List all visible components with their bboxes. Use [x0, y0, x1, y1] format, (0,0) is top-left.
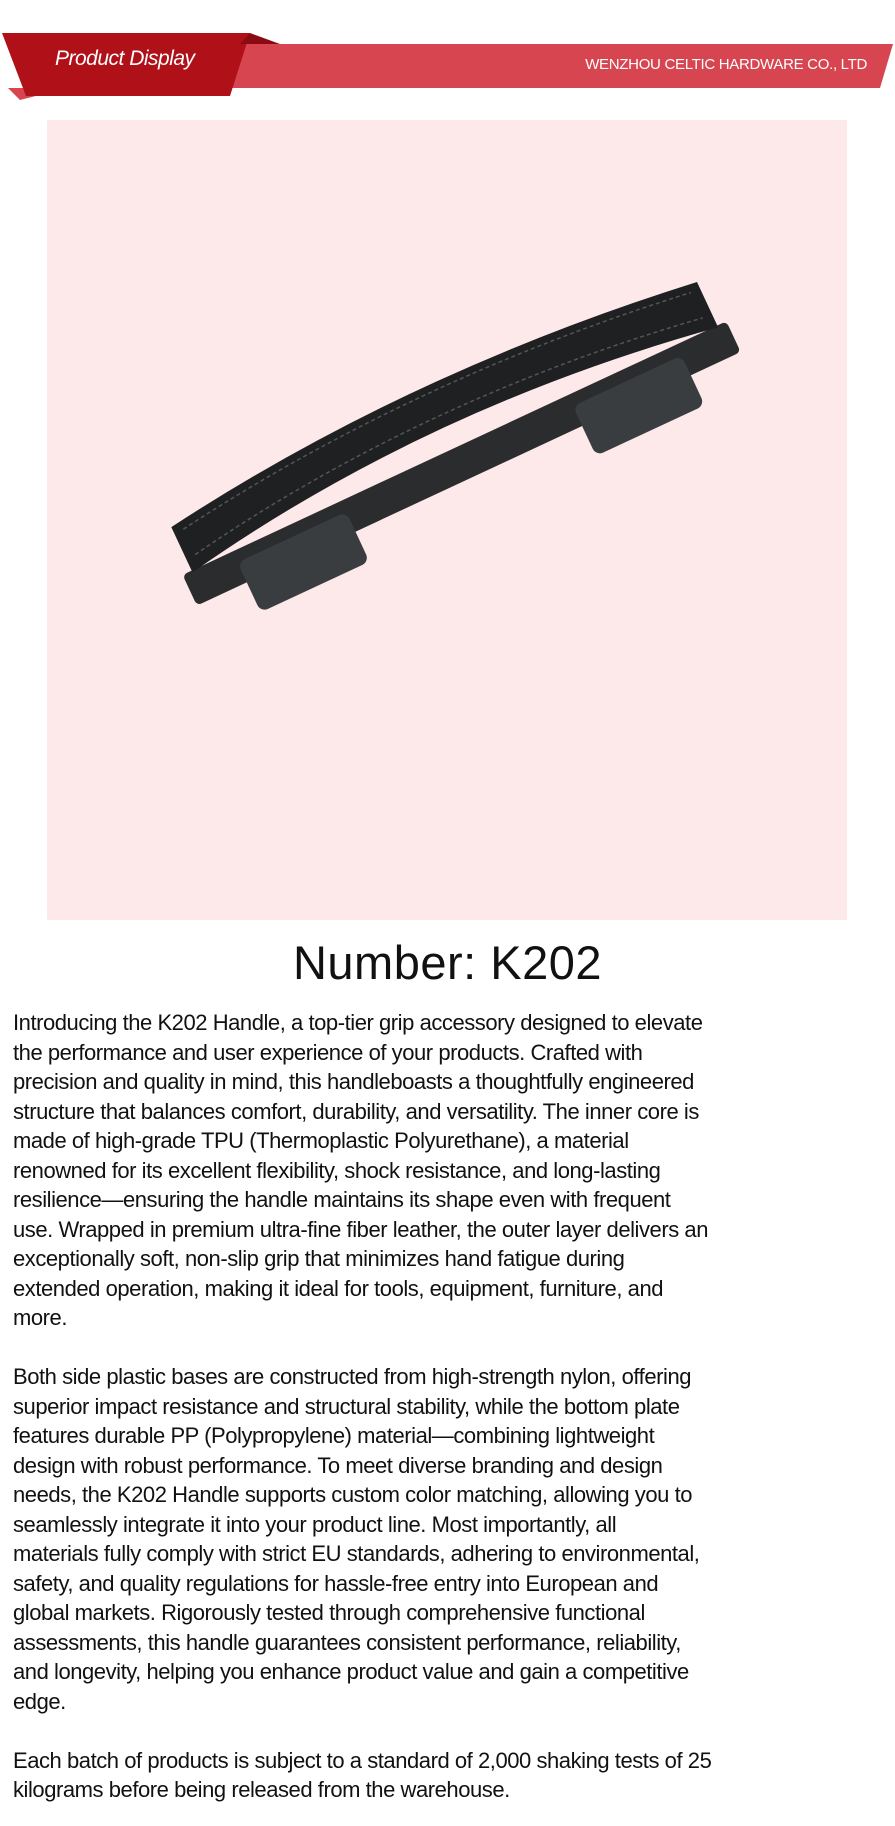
text-line: safety, and quality regulations for hassle-free entry into European and [13, 1570, 659, 1596]
text-line: materials fully comply with strict EU standards, adhering to environmental, [13, 1541, 700, 1566]
text-line: precision and quality in mind, this handleboasts a thoughtfully engineered [13, 1069, 694, 1094]
text-line: design with robust performance. To meet diverse branding and design [13, 1452, 663, 1478]
text-line: use. Wrapped in premium ultra-fine fiber leather, the outer layer delivers an [13, 1216, 708, 1242]
product-number-title: Number: K202 [292, 936, 603, 989]
text-line: edge. [13, 1688, 66, 1714]
text-line: Each batch of products is subject to a standard of 2,000 shaking tests of 25 [13, 1747, 712, 1773]
paragraph [13, 1746, 711, 1805]
text-line: kilograms before being released from the warehouse. [13, 1777, 510, 1802]
text-line: features durable PP (Polypropylene) material—combining lightweight [13, 1423, 655, 1448]
product-description [13, 1008, 711, 1805]
leather-handle-image [47, 120, 847, 920]
text-line: exceptionally soft, non-slip grip that minimizes hand fatigue during [13, 1246, 625, 1271]
text-line: more. [13, 1305, 67, 1330]
section-label: Product Display [55, 47, 195, 70]
text-line: made of high-grade TPU (Thermoplastic Polyurethane), a material [13, 1128, 629, 1153]
text-line: global markets. Rigorously tested through comprehensive functional [13, 1600, 645, 1625]
paragraph [13, 1008, 711, 1333]
text-line: superior impact resistance and structural stability, while the bottom plate [13, 1393, 680, 1419]
text-line: and longevity, helping you enhance product value and gain a competitive [13, 1659, 689, 1684]
text-line: Introducing the K202 Handle, a top-tier grip accessory designed to elevate [13, 1010, 703, 1035]
text-line: the performance and user experience of your products. Crafted with [13, 1039, 643, 1065]
company-name: WENZHOU CELTIC HARDWARE CO., LTD [585, 56, 867, 73]
paragraph [13, 1362, 711, 1716]
text-line: Both side plastic bases are constructed from high-strength nylon, offering [13, 1364, 692, 1389]
text-line: seamlessly integrate it into your product line. Most importantly, all [13, 1511, 617, 1537]
product-photo [47, 120, 847, 920]
text-line: structure that balances comfort, durability, and versatility. The inner core is [13, 1098, 699, 1124]
text-line: renowned for its excellent flexibility, shock resistance, and long-lasting [13, 1157, 661, 1183]
text-line: needs, the K202 Handle supports custom color matching, allowing you to [13, 1482, 693, 1507]
paragraph-gap [13, 1716, 711, 1746]
text-line: resilience—ensuring the handle maintains its shape even with frequent [13, 1187, 671, 1212]
paragraph-gap [13, 1333, 711, 1363]
text-line: assessments, this handle guarantees consistent performance, reliability, [13, 1629, 681, 1655]
text-line: extended operation, making it ideal for tools, equipment, furniture, and [13, 1275, 664, 1301]
